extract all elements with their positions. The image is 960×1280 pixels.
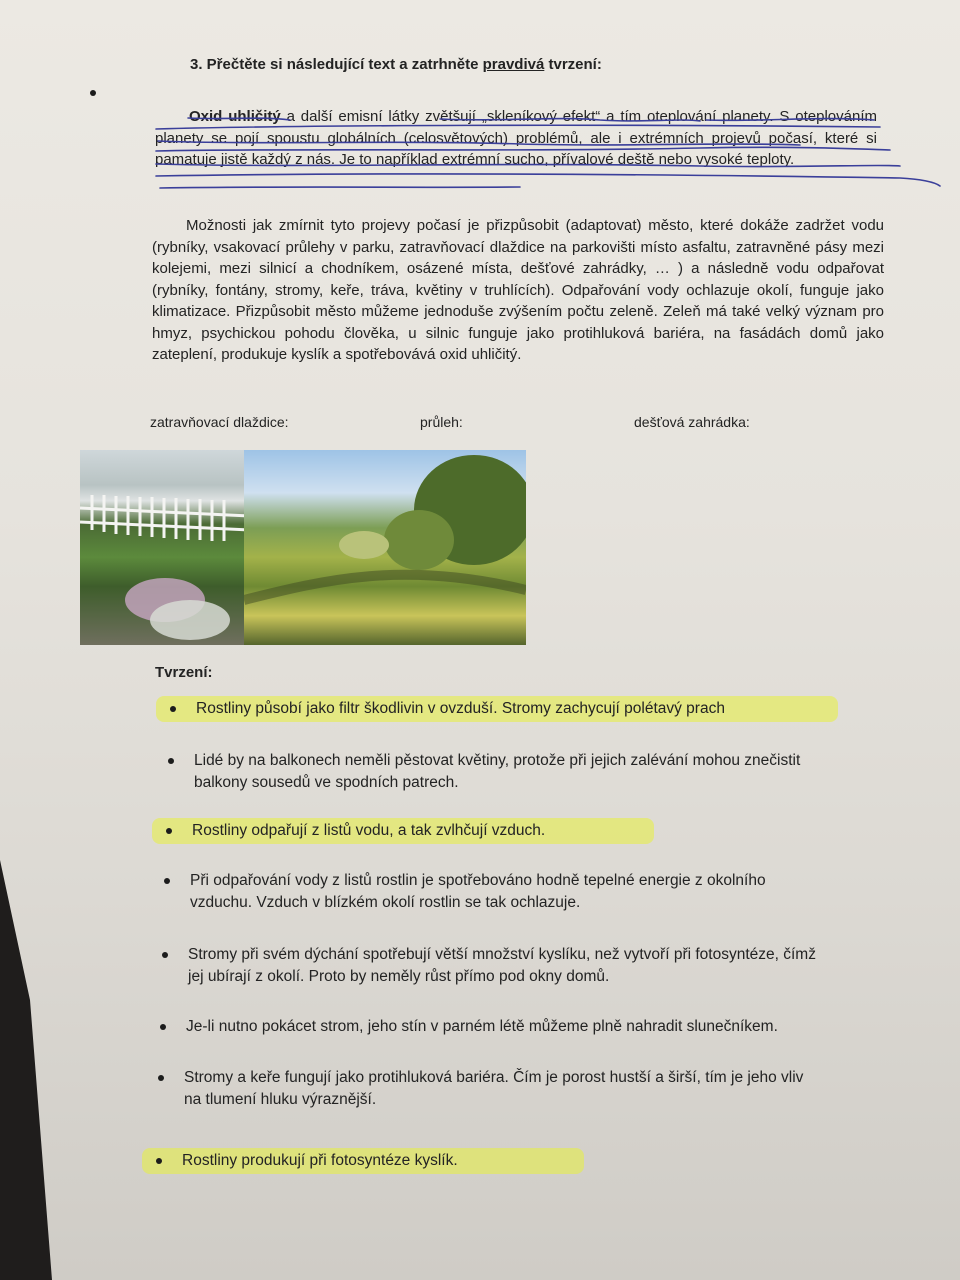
statements-title: Tvrzení: — [155, 664, 213, 681]
statement-line: Rostliny působí jako filtr škodlivin v ovzduší. Stromy zachycují polétavý prach — [196, 700, 725, 717]
statement-line: jej ubírají z okolí. Proto by neměly růst přímo pod okny domů. — [188, 968, 610, 985]
statement-line: Stromy při svém dýchání spotřebují větší množství kyslíku, než vytvoří při fotosyntéze, čímž — [188, 946, 816, 963]
bullet — [164, 878, 170, 884]
statement-line: Stromy a keře fungují jako protihluková bariéra. Čím je porost hustší a širší, tím je jeho vliv — [184, 1069, 804, 1086]
label-swale: průleh: — [420, 414, 463, 430]
statement-line: na tlumení hluku výraznější. — [184, 1091, 377, 1108]
bullet — [162, 952, 168, 958]
intro-bold-term: Oxid uhličitý — [189, 108, 281, 125]
statement-line: vzduchu. Vzduch v blízkém okolí rostlin se tak ochlazuje. — [190, 894, 581, 911]
bullet — [158, 1075, 164, 1081]
label-grass-paving: zatravňovací dlaždice: — [150, 414, 289, 430]
margin-dot — [90, 90, 96, 96]
bullet — [156, 1158, 162, 1164]
heading-underlined-word: pravdivá — [482, 56, 545, 73]
heading-text: 3. Přečtěte si následující text a zatrhněte — [190, 56, 483, 73]
adaptation-paragraph: Možnosti jak zmírnit tyto projevy počasí je přizpůsobit (adaptovat) město, které dokáže zadržet vodu (rybníky, vsakovací průlehy v parku, zatravňovací dlaždice na parkovišti místo asfaltu, zatravněné pásy mezi kolejemi, mezi silnicí a chodníkem, osázené místa, dešťové zahrádky, … ) a následně vodu odpařovat (rybníky, fontány, stromy, keře, tráva, květiny v truhlících). Odpařování vody ochlazuje okolí, funguje jako klimatizace. Přizpůsobit město můžeme jednoduše zvýšením počtu zeleně. Zeleň má také velký význam pro hmyz, psychickou pohodu člověka, u silnic funguje jako protihluková bariéra, na fasádách domů jako zateplení, produkuje kyslík a spotřebovává oxid uhličitý. — [152, 217, 884, 363]
statement-line: Rostliny produkují při fotosyntéze kyslík. — [182, 1152, 458, 1169]
bullet — [166, 828, 172, 834]
task-heading — [190, 56, 602, 73]
swale-photo — [244, 450, 526, 645]
intro-paragraph — [155, 106, 877, 171]
rain-garden-photo — [80, 450, 250, 645]
bullet — [168, 758, 174, 764]
heading-suffix: tvrzení: — [544, 56, 602, 73]
statement-line: balkony sousedů ve spodních patrech. — [194, 774, 459, 791]
statement-line: Je-li nutno pokácet strom, jeho stín v parném létě můžeme plně nahradit slunečníkem. — [186, 1018, 778, 1035]
statement-line: Lidé by na balkonech neměli pěstovat květiny, protože při jejich zalévání mohou znečistit — [194, 752, 801, 769]
label-rain-garden: dešťová zahrádka: — [634, 414, 750, 430]
statement-line: Při odpařování vody z listů rostlin je spotřebováno hodně tepelné energie z okolního — [190, 872, 766, 889]
intro-text: a další emisní látky zvětšují „skleníkový efekt“ a tím oteplování planety. S oteplováním planety se pojí spoustu globálních (celosvětových) problémů, ale i extrémních projevů počasí, které si pamatuje jistě každý z nás. Je to například extrémní sucho, přívalové deště nebo vysoké teploty. — [155, 108, 877, 168]
bullet — [160, 1024, 166, 1030]
statement-line: Rostliny odpařují z listů vodu, a tak zvlhčují vzduch. — [192, 822, 546, 839]
bullet — [170, 706, 176, 712]
